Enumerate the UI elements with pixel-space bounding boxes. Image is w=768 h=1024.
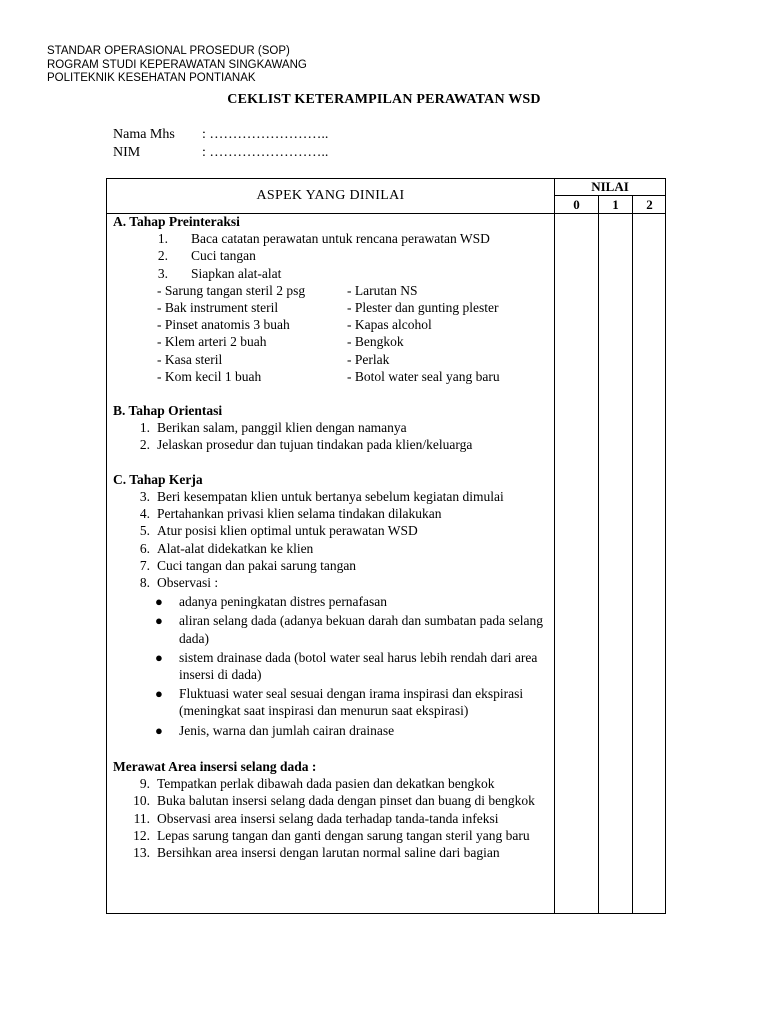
- tool-row: [113, 316, 553, 333]
- header-line-sop: STANDAR OPERASIONAL PROSEDUR (SOP): [47, 45, 290, 57]
- item-text: Pertahankan privasi klien selama tindakan dilakukan: [157, 506, 442, 522]
- nama-label: Nama Mhs: [113, 127, 175, 142]
- item-number: 7.: [139, 557, 150, 573]
- item-text: Cuci tangan: [191, 248, 256, 264]
- list-item: [113, 827, 553, 844]
- item-number: 1.: [157, 231, 168, 247]
- item-text: Jelaskan prosedur dan tujuan tindakan pada klien/keluarga: [157, 437, 473, 453]
- item-text: Siapkan alat-alat: [191, 265, 282, 281]
- bullet-item: [113, 685, 553, 719]
- score-1-header: 1: [612, 197, 619, 212]
- item-number: 3.: [157, 265, 168, 281]
- list-item: [113, 436, 553, 453]
- bullet-text: Fluktuasi water seal sesuai dengan irama inspirasi dan ekspirasi (meningkat saat inspirasi dan menurun saat ekspirasi): [179, 686, 524, 719]
- tool-row: [113, 299, 553, 316]
- item-text: Atur posisi klien optimal untuk perawatan WSD: [157, 523, 418, 539]
- tool-item: - Kasa steril: [157, 351, 223, 367]
- tool-item: - Pinset anatomis 3 buah: [157, 317, 290, 333]
- item-text: Lepas sarung tangan dan ganti dengan sarung tangan steril yang baru: [157, 827, 530, 843]
- nama-field[interactable]: : ……………………..: [202, 127, 329, 142]
- item-number: 1.: [139, 420, 150, 436]
- tool-row: [113, 351, 553, 368]
- section-b-title: B. Tahap Orientasi: [113, 403, 223, 419]
- item-text: Berikan salam, panggil klien dengan namanya: [157, 420, 407, 436]
- item-text: Buka balutan insersi selang dada dengan pinset dan buang di bengkok: [157, 793, 535, 809]
- bullet-text: aliran selang dada (adanya bekuan darah dan sumbatan pada selang dada): [179, 613, 543, 646]
- item-text: Baca catatan perawatan untuk rencana perawatan WSD: [191, 231, 490, 247]
- tool-item: - Larutan NS: [347, 282, 418, 298]
- score-0-header: 0: [573, 197, 580, 212]
- item-text: Bersihkan area insersi dengan larutan normal saline dari bagian: [157, 844, 500, 860]
- bullet-item: [113, 722, 553, 739]
- student-identity: [113, 126, 328, 162]
- spacer: [113, 454, 553, 471]
- list-item: [113, 505, 553, 522]
- item-number: 10.: [133, 793, 150, 809]
- institution-header: [47, 45, 307, 86]
- item-text: Observasi :: [157, 574, 219, 590]
- nilai-header: NILAI: [591, 178, 629, 194]
- column-divider: [598, 196, 599, 914]
- item-text: Beri kesempatan klien untuk bertanya sebelum kegiatan dimulai: [157, 489, 504, 504]
- item-text: Observasi area insersi selang dada terhadap tanda-tanda infeksi: [157, 810, 499, 826]
- tool-item: - Bak instrument steril: [157, 299, 279, 315]
- list-item: [113, 265, 553, 282]
- column-divider: [632, 196, 633, 914]
- tool-item: - Klem arteri 2 buah: [157, 334, 267, 350]
- list-item: [113, 775, 553, 792]
- tool-row: [113, 282, 553, 299]
- list-item: [113, 792, 553, 809]
- item-number: 2.: [139, 437, 150, 453]
- nim-row: [113, 144, 328, 162]
- section-c-title: C. Tahap Kerja: [113, 471, 203, 487]
- list-item: [113, 230, 553, 247]
- tool-item: - Sarung tangan steril 2 psg: [157, 282, 306, 298]
- nama-row: [113, 126, 328, 144]
- list-item: [113, 488, 553, 505]
- bullet-icon: ●: [155, 686, 163, 702]
- item-number: 4.: [139, 506, 150, 522]
- tool-item: - Plester dan gunting plester: [347, 299, 499, 315]
- item-number: 13.: [133, 844, 150, 860]
- list-item: [113, 574, 553, 591]
- item-number: 12.: [133, 827, 150, 843]
- item-number: 11.: [133, 810, 150, 826]
- bullet-text: Jenis, warna dan jumlah cairan drainase: [179, 722, 395, 738]
- bullet-icon: ●: [155, 613, 163, 629]
- item-text: Tempatkan perlak dibawah dada pasien dan dekatkan bengkok: [157, 776, 495, 792]
- score-2-header: 2: [646, 197, 653, 212]
- bullet-item: [113, 649, 553, 683]
- item-text: Cuci tangan dan pakai sarung tangan: [157, 557, 357, 573]
- tool-item: - Botol water seal yang baru: [347, 368, 500, 384]
- header-line-prodi: ROGRAM STUDI KEPERAWATAN SINGKAWANG: [47, 58, 307, 71]
- bullet-item: [113, 593, 553, 610]
- item-number: 2.: [157, 248, 168, 264]
- bullet-text: sistem drainase dada (botol water seal harus lebih rendah dari area insersi di dada): [179, 649, 538, 682]
- list-item: [113, 557, 553, 574]
- tool-item: - Kapas alcohol: [347, 317, 432, 333]
- aspek-content: [113, 213, 553, 861]
- item-number: 3.: [139, 489, 150, 504]
- bullet-icon: ●: [155, 649, 163, 665]
- item-number: 9.: [139, 776, 150, 792]
- list-item: [113, 522, 553, 539]
- bullet-icon: ●: [155, 594, 163, 610]
- list-item: [113, 419, 553, 436]
- tool-item: - Perlak: [347, 351, 390, 367]
- bullet-item: [113, 612, 553, 646]
- bullet-text: adanya peningkatan distres pernafasan: [179, 594, 388, 610]
- header-line-poltekkes: POLITEKNIK KESEHATAN PONTIANAK: [47, 72, 256, 84]
- tool-row: [113, 368, 553, 385]
- nim-field[interactable]: : ……………………..: [202, 145, 329, 160]
- list-item: [113, 810, 553, 827]
- bullet-icon: ●: [155, 722, 163, 738]
- spacer: [113, 385, 553, 402]
- list-item: [113, 844, 553, 861]
- list-item: [113, 247, 553, 264]
- nim-label: NIM: [113, 145, 141, 160]
- spacer: [113, 741, 553, 758]
- column-divider: [554, 178, 555, 914]
- document-title: CEKLIST KETERAMPILAN PERAWATAN WSD: [227, 92, 541, 107]
- section-a-title: A. Tahap Preinteraksi: [113, 214, 240, 229]
- item-number: 5.: [139, 523, 150, 539]
- tool-item: - Bengkok: [347, 334, 404, 350]
- aspek-header: ASPEK YANG DINILAI: [256, 188, 405, 203]
- tool-item: - Kom kecil 1 buah: [157, 368, 262, 384]
- item-text: Alat-alat didekatkan ke klien: [157, 540, 314, 556]
- section-insersi-title: Merawat Area insersi selang dada :: [113, 758, 317, 774]
- tool-row: [113, 333, 553, 350]
- item-number: 8.: [139, 574, 150, 590]
- list-item: [113, 540, 553, 557]
- item-number: 6.: [139, 540, 150, 556]
